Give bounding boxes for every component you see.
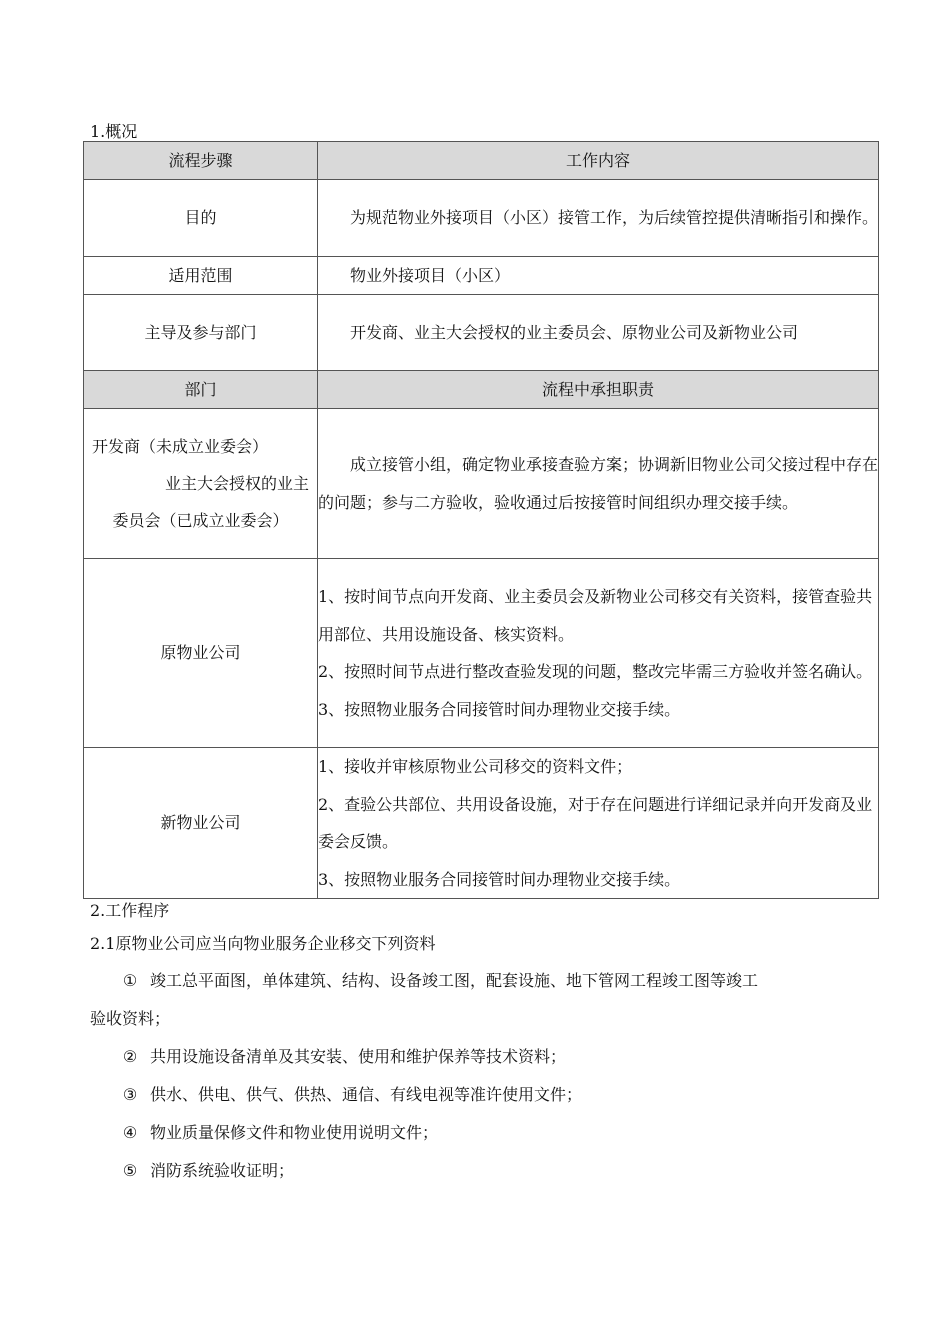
row-label-purpose: 目的	[84, 180, 318, 257]
circled-number-marker: ②	[122, 1047, 138, 1066]
header-responsibility: 流程中承担职责	[318, 371, 879, 409]
table-row	[84, 559, 879, 748]
new-company-item: 3、按照物业服务合同接管时间办理物业交接手续。	[318, 869, 681, 889]
list-item-continuation: 验收资料；	[90, 1009, 171, 1028]
header-work-content: 工作内容	[318, 142, 879, 180]
original-company-item: 3、按照物业服务合同接管时间办理物业交接手续。	[318, 699, 681, 719]
row-content-purpose: 为规范物业外接项目（小区）接管工作，为后续管控提供清晰指引和操作。	[350, 208, 879, 227]
developer-label-line3: 委员会（已成立业委会）	[112, 511, 289, 530]
list-item	[90, 962, 880, 1000]
table-row	[84, 748, 879, 899]
developer-label-line1: 开发商（未成立业委会）	[92, 437, 269, 456]
section-2-title: 2.工作程序	[90, 901, 170, 920]
list-item	[90, 1152, 880, 1190]
list-item-text: 供水、供电、供气、供热、通信、有线电视等准许使用文件；	[150, 1085, 583, 1104]
list-item-text: 共用设施设备清单及其安装、使用和维护保养等技术资料；	[150, 1047, 567, 1066]
circled-number-marker: ⑤	[122, 1161, 138, 1180]
section-1-title: 1.概况	[90, 122, 138, 141]
developer-label-line2: 业主大会授权的业主	[164, 474, 309, 493]
table-row	[84, 257, 879, 295]
circled-number-marker: ①	[122, 971, 138, 990]
table-header-row	[84, 142, 879, 180]
list-item-text: 竣工总平面图，单体建筑、结构、设备竣工图，配套设施、地下管网工程竣工图等竣工	[150, 971, 759, 990]
developer-content: 成立接管小组，确定物业承接查验方案；协调新旧物业公司父接过程中存在的问题；参与二方验收，验收通过后按接管时间组织办理交接手续。	[318, 454, 879, 512]
circled-number-marker: ④	[122, 1123, 138, 1142]
row-content-departments: 开发商、业主大会授权的业主委员会、原物业公司及新物业公司	[350, 322, 799, 342]
header-process-step: 流程步骤	[84, 142, 318, 180]
circled-number-marker: ③	[122, 1085, 138, 1104]
list-item-text: 消防系统验收证明；	[150, 1161, 295, 1180]
section-2-subtitle: 2.1原物业公司应当向物业服务企业移交下列资料	[90, 934, 436, 953]
new-company-item: 2、查验公共部位、共用设备设施，对于存在问题进行详细记录并向开发商及业委会反馈。	[318, 794, 873, 851]
list-item	[90, 1038, 880, 1076]
list-item-text: 物业质量保修文件和物业使用说明文件；	[150, 1123, 439, 1142]
list-item	[90, 1076, 880, 1114]
table-row	[84, 180, 879, 257]
document-list	[90, 962, 880, 1190]
original-company-label: 原物业公司	[84, 559, 318, 748]
row-label-departments: 主导及参与部门	[84, 295, 318, 371]
new-company-item: 1、接收并审核原物业公司移交的资料文件；	[318, 757, 633, 776]
row-label-scope: 适用范围	[84, 257, 318, 295]
table-row	[84, 295, 879, 371]
row-content-scope: 物业外接项目（小区）	[350, 265, 511, 285]
table-row	[84, 409, 879, 559]
table-header-row-2	[84, 371, 879, 409]
list-item	[90, 1114, 880, 1152]
overview-table	[83, 141, 879, 899]
new-company-label: 新物业公司	[84, 748, 318, 899]
original-company-item: 2、按照时间节点进行整改查验发现的问题，整改完毕需三方验收并签名确认。	[318, 662, 873, 681]
original-company-item: 1、按时间节点向开发商、业主委员会及新物业公司移交有关资料，接管查验共用部位、共用设施设备、核实资料。	[318, 587, 873, 644]
header-department: 部门	[84, 371, 318, 409]
